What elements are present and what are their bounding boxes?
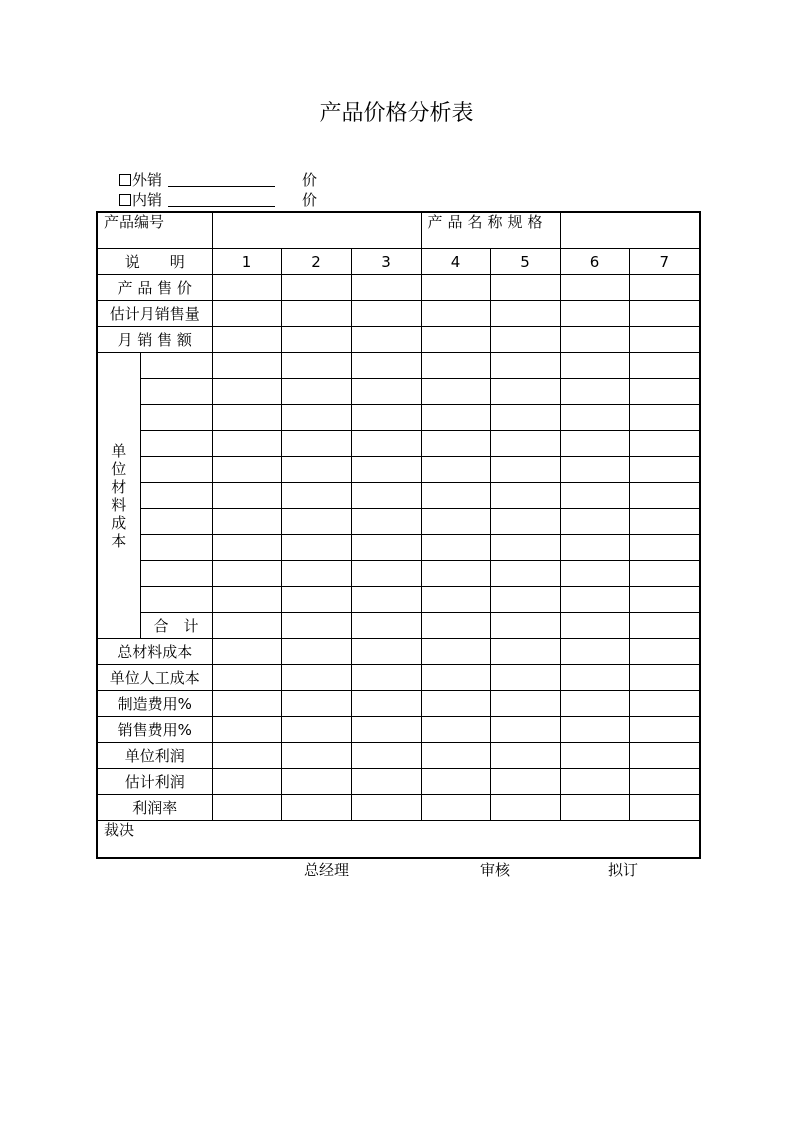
export-label: 外销: [132, 171, 163, 189]
data-cell[interactable]: [351, 405, 421, 431]
data-cell[interactable]: [629, 717, 700, 743]
data-cell[interactable]: [421, 665, 490, 691]
data-cell[interactable]: [560, 509, 629, 535]
data-cell[interactable]: [490, 743, 560, 769]
data-cell[interactable]: [629, 379, 700, 405]
data-cell[interactable]: [281, 327, 351, 353]
material-item-field[interactable]: [140, 535, 212, 561]
data-cell[interactable]: [629, 535, 700, 561]
row-label: 月 销 售 额: [97, 327, 212, 353]
price-analysis-table: [96, 211, 701, 859]
domestic-price-field[interactable]: [168, 190, 275, 207]
material-item-field[interactable]: [140, 483, 212, 509]
data-cell[interactable]: [421, 743, 490, 769]
draft-signature-label: 拟订: [608, 861, 639, 879]
data-cell[interactable]: [490, 379, 560, 405]
data-cell[interactable]: [281, 301, 351, 327]
data-cell[interactable]: [212, 509, 281, 535]
data-cell[interactable]: [281, 509, 351, 535]
material-group-char: 材: [111, 477, 127, 496]
data-cell[interactable]: [351, 301, 421, 327]
data-cell[interactable]: [281, 717, 351, 743]
data-cell[interactable]: [212, 613, 281, 639]
data-cell[interactable]: [281, 561, 351, 587]
material-item-field[interactable]: [140, 379, 212, 405]
domestic-price-label: 价: [302, 191, 318, 209]
data-cell[interactable]: [351, 483, 421, 509]
export-price-field[interactable]: [168, 170, 275, 187]
data-cell[interactable]: [629, 509, 700, 535]
decision-row: [97, 821, 700, 859]
data-cell[interactable]: [421, 431, 490, 457]
data-cell[interactable]: [351, 327, 421, 353]
data-cell[interactable]: [212, 587, 281, 613]
data-cell[interactable]: [281, 795, 351, 821]
data-cell[interactable]: [351, 275, 421, 301]
material-row: [97, 431, 700, 457]
data-cell[interactable]: [421, 613, 490, 639]
data-cell[interactable]: [351, 769, 421, 795]
data-cell[interactable]: [212, 379, 281, 405]
data-cell[interactable]: [560, 665, 629, 691]
data-cell[interactable]: [351, 743, 421, 769]
data-cell[interactable]: [560, 535, 629, 561]
data-cell[interactable]: [421, 379, 490, 405]
material-group-char: 位: [111, 459, 127, 478]
data-cell[interactable]: [281, 743, 351, 769]
domestic-sale-line: [119, 190, 318, 210]
data-cell[interactable]: [629, 795, 700, 821]
data-cell[interactable]: [490, 769, 560, 795]
data-cell[interactable]: [351, 795, 421, 821]
data-cell[interactable]: [560, 691, 629, 717]
data-cell[interactable]: [281, 691, 351, 717]
material-item-field[interactable]: [140, 353, 212, 379]
material-row: [97, 613, 700, 639]
data-cell[interactable]: [560, 743, 629, 769]
data-cell[interactable]: [281, 483, 351, 509]
data-cell[interactable]: [490, 275, 560, 301]
data-cell[interactable]: [629, 301, 700, 327]
material-row: [97, 535, 700, 561]
data-cell[interactable]: [212, 561, 281, 587]
material-row: [97, 483, 700, 509]
data-cell[interactable]: [560, 769, 629, 795]
data-cell[interactable]: [421, 301, 490, 327]
data-cell[interactable]: [560, 301, 629, 327]
data-cell[interactable]: [351, 691, 421, 717]
data-cell[interactable]: [629, 665, 700, 691]
table-row: [97, 691, 700, 717]
data-cell[interactable]: [490, 795, 560, 821]
data-cell[interactable]: [351, 717, 421, 743]
data-cell[interactable]: [560, 717, 629, 743]
data-cell[interactable]: [560, 457, 629, 483]
decision-cell[interactable]: [97, 821, 700, 859]
data-cell[interactable]: [212, 431, 281, 457]
data-cell[interactable]: [281, 405, 351, 431]
data-cell[interactable]: [281, 275, 351, 301]
data-cell[interactable]: [629, 639, 700, 665]
data-cell[interactable]: [212, 769, 281, 795]
data-cell[interactable]: [629, 743, 700, 769]
material-group-char: 单: [111, 441, 127, 460]
data-cell[interactable]: [351, 353, 421, 379]
material-group-char: 本: [111, 531, 127, 550]
data-cell[interactable]: [212, 483, 281, 509]
data-cell[interactable]: [629, 431, 700, 457]
material-group-char: 料: [111, 495, 127, 514]
data-cell[interactable]: [281, 379, 351, 405]
material-row: [97, 405, 700, 431]
data-cell[interactable]: [490, 561, 560, 587]
page-title: 产品价格分析表: [319, 101, 474, 126]
data-cell[interactable]: [281, 431, 351, 457]
data-cell[interactable]: [560, 561, 629, 587]
table-row: [97, 301, 700, 327]
data-cell[interactable]: [351, 457, 421, 483]
row-label: 估计月销售量: [97, 301, 212, 327]
table-row: [97, 769, 700, 795]
data-cell[interactable]: [560, 431, 629, 457]
data-cell[interactable]: [351, 665, 421, 691]
data-cell[interactable]: [421, 457, 490, 483]
data-cell[interactable]: [421, 405, 490, 431]
data-cell[interactable]: [490, 457, 560, 483]
data-cell[interactable]: [212, 405, 281, 431]
description-label: 说 明: [97, 249, 212, 275]
data-cell[interactable]: [629, 275, 700, 301]
data-cell[interactable]: [281, 613, 351, 639]
table-row: [97, 743, 700, 769]
data-cell[interactable]: [490, 327, 560, 353]
data-cell[interactable]: [212, 301, 281, 327]
table-row: [97, 665, 700, 691]
table-row: [97, 327, 700, 353]
data-cell[interactable]: [212, 665, 281, 691]
data-cell[interactable]: [421, 535, 490, 561]
data-cell[interactable]: [490, 405, 560, 431]
material-row: [97, 379, 700, 405]
data-cell[interactable]: [490, 587, 560, 613]
data-cell[interactable]: [351, 535, 421, 561]
data-cell[interactable]: [629, 353, 700, 379]
product-name-field[interactable]: [560, 212, 700, 249]
data-cell[interactable]: [212, 717, 281, 743]
data-cell[interactable]: [351, 639, 421, 665]
data-cell[interactable]: [629, 327, 700, 353]
data-cell[interactable]: [212, 327, 281, 353]
material-item-field[interactable]: [140, 405, 212, 431]
export-price-label: 价: [302, 171, 318, 189]
data-cell[interactable]: [490, 483, 560, 509]
data-cell[interactable]: [281, 353, 351, 379]
material-item-field[interactable]: [140, 561, 212, 587]
data-cell[interactable]: [351, 613, 421, 639]
data-cell[interactable]: [490, 665, 560, 691]
row-label: 估计利润: [97, 769, 212, 795]
material-item-field[interactable]: [140, 509, 212, 535]
column-header: 5: [490, 249, 560, 275]
data-cell[interactable]: [421, 275, 490, 301]
export-checkbox[interactable]: [119, 174, 131, 186]
data-cell[interactable]: [490, 301, 560, 327]
review-signature-label: 审核: [480, 861, 511, 879]
data-cell[interactable]: [212, 743, 281, 769]
domestic-checkbox[interactable]: [119, 194, 131, 206]
data-cell[interactable]: [421, 483, 490, 509]
data-cell[interactable]: [351, 431, 421, 457]
data-cell[interactable]: [490, 639, 560, 665]
row-label: 单位利润: [97, 743, 212, 769]
data-cell[interactable]: [560, 275, 629, 301]
material-total-label: 合 计: [140, 613, 212, 639]
row-label: 销售费用%: [97, 717, 212, 743]
data-cell[interactable]: [212, 691, 281, 717]
row-label: 总材料成本: [97, 639, 212, 665]
material-row: [97, 587, 700, 613]
row-label: 产 品 售 价: [97, 275, 212, 301]
data-cell[interactable]: [560, 483, 629, 509]
gm-signature-label: 总经理: [304, 861, 350, 879]
data-cell[interactable]: [629, 457, 700, 483]
decision-label: 裁决: [104, 821, 135, 839]
material-item-field[interactable]: [140, 431, 212, 457]
data-cell[interactable]: [560, 587, 629, 613]
data-cell[interactable]: [490, 431, 560, 457]
data-cell[interactable]: [351, 561, 421, 587]
data-cell[interactable]: [351, 509, 421, 535]
data-cell[interactable]: [490, 509, 560, 535]
data-cell[interactable]: [490, 691, 560, 717]
data-cell[interactable]: [629, 587, 700, 613]
data-cell[interactable]: [281, 769, 351, 795]
data-cell[interactable]: [351, 379, 421, 405]
data-cell[interactable]: [281, 639, 351, 665]
data-cell[interactable]: [421, 795, 490, 821]
product-no-field[interactable]: [212, 212, 421, 249]
data-cell[interactable]: [421, 509, 490, 535]
data-cell[interactable]: [560, 327, 629, 353]
material-group-label: [97, 353, 140, 639]
data-cell[interactable]: [490, 717, 560, 743]
data-cell[interactable]: [560, 639, 629, 665]
data-cell[interactable]: [560, 795, 629, 821]
data-cell[interactable]: [421, 561, 490, 587]
data-cell[interactable]: [421, 353, 490, 379]
product-no-label: 产品编号: [97, 212, 212, 249]
data-cell[interactable]: [560, 613, 629, 639]
material-row: [97, 353, 700, 379]
data-cell[interactable]: [281, 457, 351, 483]
data-cell[interactable]: [421, 639, 490, 665]
data-cell[interactable]: [629, 483, 700, 509]
material-row: [97, 561, 700, 587]
table-row: [97, 275, 700, 301]
material-item-field[interactable]: [140, 587, 212, 613]
export-sale-line: [119, 170, 318, 190]
data-cell[interactable]: [212, 457, 281, 483]
column-header: 7: [629, 249, 700, 275]
data-cell[interactable]: [421, 717, 490, 743]
data-cell[interactable]: [629, 405, 700, 431]
data-cell[interactable]: [629, 613, 700, 639]
data-cell[interactable]: [490, 613, 560, 639]
data-cell[interactable]: [281, 535, 351, 561]
data-cell[interactable]: [629, 769, 700, 795]
data-cell[interactable]: [421, 587, 490, 613]
column-header: 3: [351, 249, 421, 275]
material-row: [97, 509, 700, 535]
data-cell[interactable]: [421, 769, 490, 795]
data-cell[interactable]: [629, 561, 700, 587]
material-row: [97, 457, 700, 483]
data-cell[interactable]: [421, 327, 490, 353]
row-label: 利润率: [97, 795, 212, 821]
product-name-label: 产品名称规格: [421, 212, 560, 249]
table-row: [97, 717, 700, 743]
data-cell[interactable]: [490, 353, 560, 379]
row-label: 制造费用%: [97, 691, 212, 717]
data-cell[interactable]: [560, 353, 629, 379]
data-cell[interactable]: [560, 405, 629, 431]
data-cell[interactable]: [212, 353, 281, 379]
column-header: 4: [421, 249, 490, 275]
material-item-field[interactable]: [140, 457, 212, 483]
data-cell[interactable]: [351, 587, 421, 613]
data-cell[interactable]: [212, 795, 281, 821]
data-cell[interactable]: [281, 665, 351, 691]
table-row: [97, 795, 700, 821]
data-cell[interactable]: [421, 691, 490, 717]
table-row: [97, 639, 700, 665]
data-cell[interactable]: [281, 587, 351, 613]
column-header: 2: [281, 249, 351, 275]
column-header: 1: [212, 249, 281, 275]
material-group-char: 成: [111, 513, 127, 532]
data-cell[interactable]: [212, 275, 281, 301]
data-cell[interactable]: [629, 691, 700, 717]
data-cell[interactable]: [490, 535, 560, 561]
domestic-label: 内销: [132, 191, 163, 209]
column-header: 6: [560, 249, 629, 275]
data-cell[interactable]: [212, 639, 281, 665]
data-cell[interactable]: [212, 535, 281, 561]
data-cell[interactable]: [560, 379, 629, 405]
row-label: 单位人工成本: [97, 665, 212, 691]
